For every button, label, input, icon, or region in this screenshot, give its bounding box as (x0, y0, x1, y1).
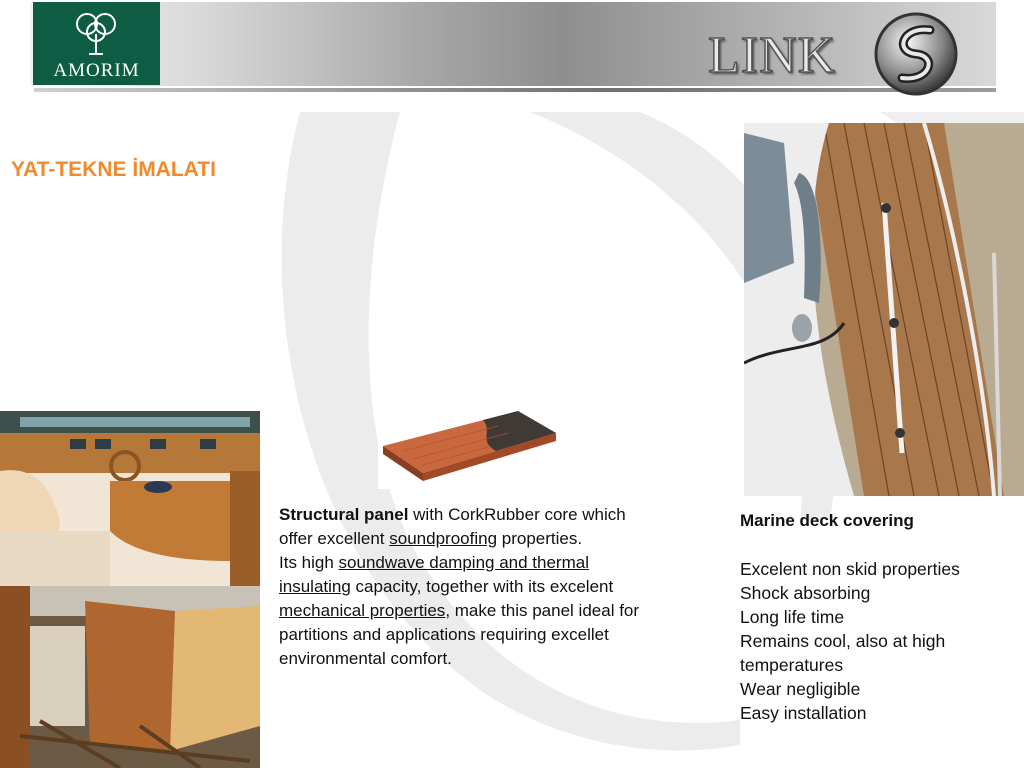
marine-deck-photo (744, 123, 1024, 496)
panel-underline-1: soundproofing (389, 529, 498, 548)
link-logo (700, 8, 970, 100)
page-title: YAT-TEKNE İMALATI (11, 158, 216, 181)
construction-photo (0, 586, 260, 768)
panel-text-5: , make this panel ideal for partitions and applications requiring excellet environmental comfort. (279, 601, 640, 668)
deck-features-list (740, 557, 1020, 725)
panel-underline-3: mechanical properties (279, 601, 446, 620)
deck-feature-item: Long life time (740, 607, 845, 627)
header (0, 0, 1024, 112)
cork-panel-photo (378, 391, 558, 489)
deck-feature-item: Excelent non skid properties (740, 559, 960, 579)
amorim-logo (33, 2, 160, 85)
structural-panel-description (279, 503, 651, 671)
deck-feature-item: Easy installation (740, 703, 867, 723)
deck-feature-item: Remains cool, also at high temperatures (740, 631, 946, 675)
panel-text-1: with CorkRubber core which offer excellent (279, 505, 626, 548)
amorim-tree-icon (67, 10, 127, 56)
amorim-wordmark: AMORIM (53, 60, 140, 81)
deck-heading: Marine deck covering (740, 511, 914, 530)
marine-deck-section (740, 509, 1020, 725)
panel-text-3: Its high (279, 553, 339, 572)
panel-underline-2: soundwave damping and thermal insulating (279, 553, 589, 596)
panel-text-2: properties. (497, 529, 583, 548)
yacht-interior-photo (0, 411, 260, 588)
deck-feature-item: Wear negligible (740, 679, 861, 699)
link-wordmark: LINK (708, 27, 837, 84)
deck-feature-item: Shock absorbing (740, 583, 871, 603)
panel-lead: Structural panel (279, 505, 409, 524)
panel-text-4: capacity, together with its excelent (350, 577, 614, 596)
link-swirl-icon (872, 8, 960, 100)
